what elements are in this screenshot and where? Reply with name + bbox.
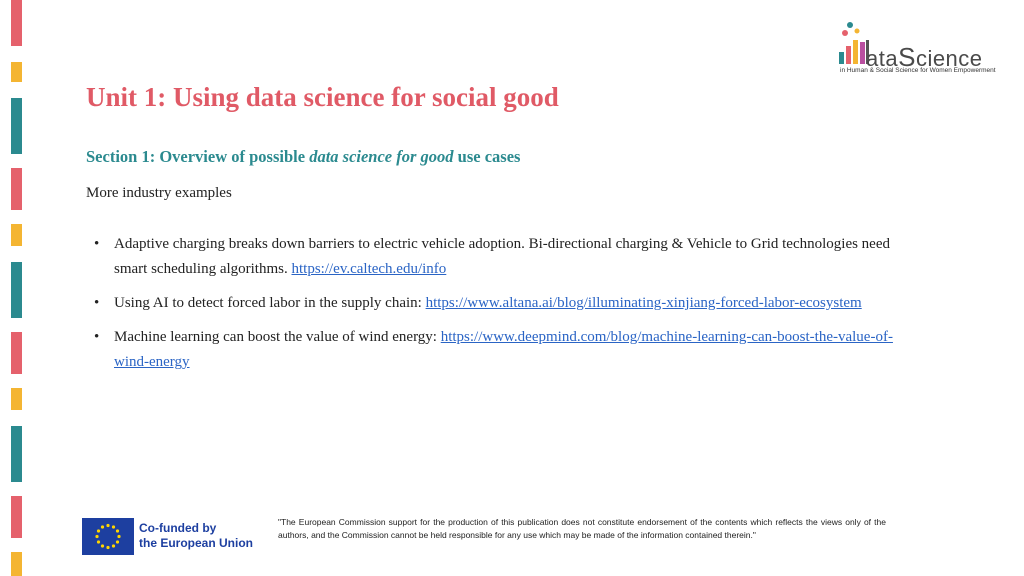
- logo-wordmark: ataScience: [866, 42, 983, 72]
- subtitle: More industry examples: [86, 185, 232, 201]
- bullet-link[interactable]: https://ev.caltech.edu/info: [291, 261, 447, 277]
- eu-cofunded-logo: [82, 518, 282, 556]
- disclaimer-text: "The European Commission support for the production of this publication does not constitute endorsement of the contents which reflects the views only of the authors, and the Commission cannot be held responsible for any use which may be made of the information contained therein.": [278, 517, 886, 540]
- stripe: [11, 62, 22, 82]
- bullet-text: Using AI to detect forced labor in the supply chain:: [114, 295, 426, 311]
- bullet-list: [86, 232, 916, 384]
- bullet-item: [86, 232, 916, 282]
- datascience-logo: [836, 20, 1011, 80]
- bullet-text: Machine learning can boost the value of wind energy:: [114, 329, 441, 345]
- bullet-text: Adaptive charging breaks down barriers to electric vehicle adoption. Bi-directional charging & Vehicle to Grid technologies need smart scheduling algorithms.: [114, 236, 891, 277]
- stripe: [11, 224, 22, 246]
- logo-tagline: in Human & Social Science for Women Empowerment: [840, 67, 996, 74]
- bullet-link[interactable]: https://www.deepmind.com/blog/machine-learning-can-boost-the-value-of-wind-energy: [114, 329, 893, 370]
- bullet-dot: •: [94, 329, 100, 345]
- bullet-link[interactable]: https://www.altana.ai/blog/illuminating-xinjiang-forced-labor-ecosystem: [425, 295, 862, 311]
- stripe: [11, 0, 22, 46]
- page-title: Unit 1: Using data science for social good: [86, 82, 559, 112]
- stripe: [11, 168, 22, 210]
- stripe: [11, 496, 22, 538]
- eu-stars: [82, 518, 134, 555]
- stripe: [11, 388, 22, 410]
- eu-cofunded-text: Co-funded by the European Union: [139, 521, 253, 550]
- eu-flag-icon: [82, 518, 134, 555]
- stripe: [11, 552, 22, 576]
- bullet-dot: •: [94, 295, 100, 311]
- logo-chart-icon: [836, 20, 870, 68]
- bullet-dot: •: [94, 236, 100, 252]
- bullet-item: [86, 325, 916, 375]
- stripe: [11, 332, 22, 374]
- section-heading: Section 1: Overview of possible data science for good use cases: [86, 147, 521, 166]
- bullet-item: [86, 291, 916, 316]
- stripe: [11, 426, 22, 482]
- stripe: [11, 98, 22, 154]
- section-emphasis: data science for good: [309, 147, 454, 166]
- stripe: [11, 262, 22, 318]
